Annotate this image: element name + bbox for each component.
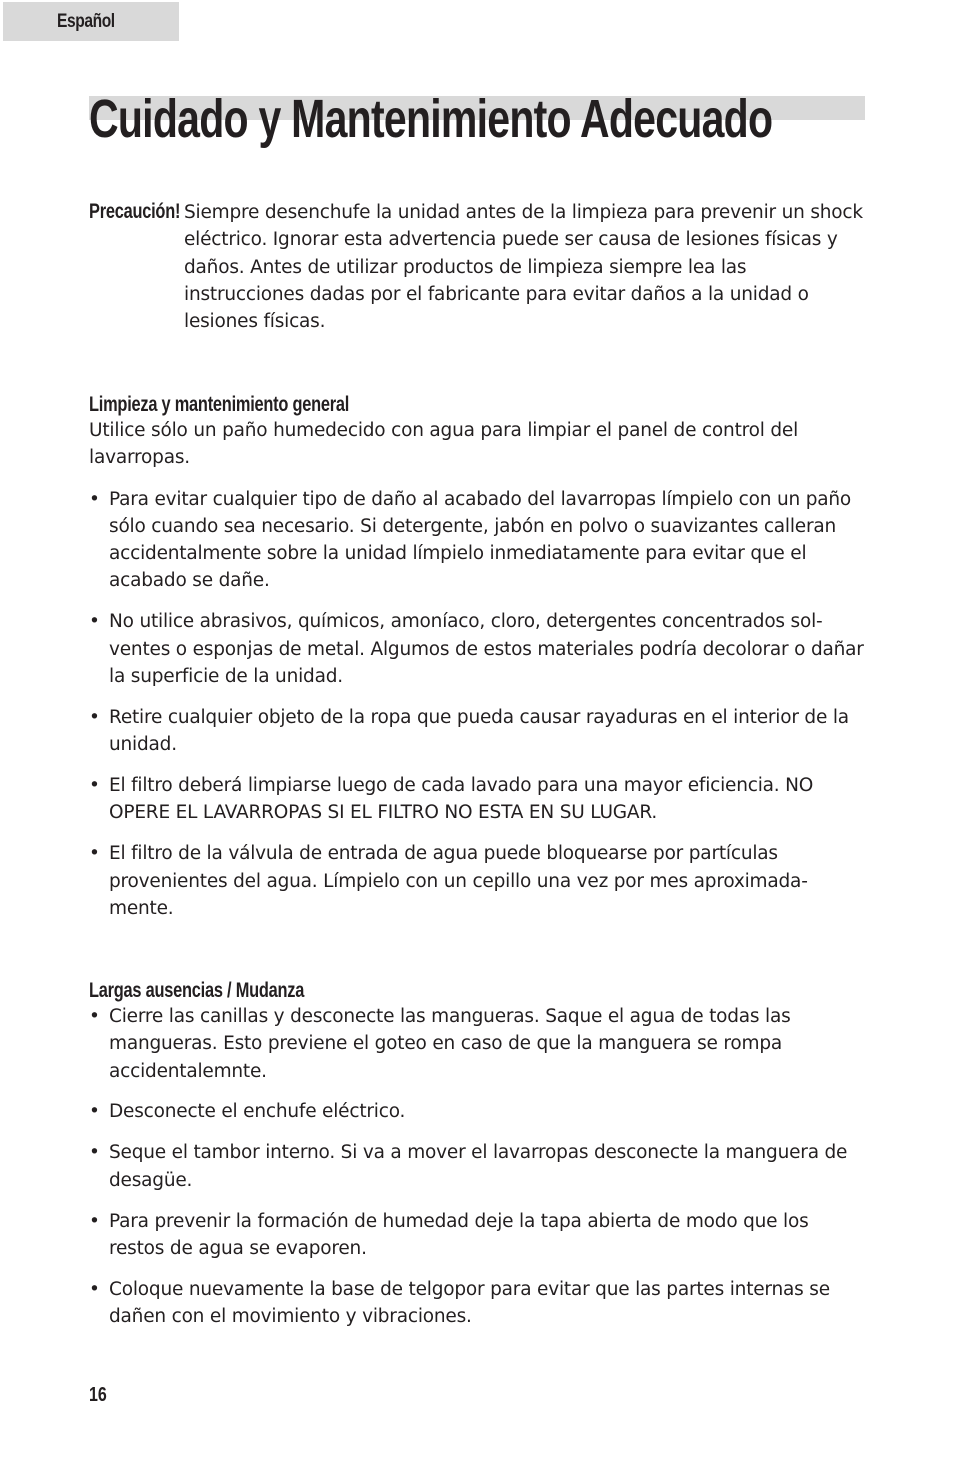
list-item: • El filtro deberá limpiarse luego de cada lavado para una mayor eficiencia. NO OPERE EL LAVARROPAS SI EL FILTRO NO ESTA EN SU LUGAR.: [89, 772, 865, 827]
long-absence-heading-text: Largas ausencias / Mudanza: [89, 979, 305, 1002]
caution-label: Precaución!: [89, 200, 181, 223]
list-item: • Coloque nuevamente la base de telgopor para evitar que las partes internas se dañen con el movimiento y vibraciones.: [89, 1276, 865, 1331]
list-item: • Para evitar cualquier tipo de daño al acabado del lavarropas límpielo con un paño sólo cuando sea necesario. Si detergente, jabón en polvo o suavizantes calleran accidentalmente sobre la unidad límpielo inmediatamente para evitar que el acabado se dañe.: [89, 486, 865, 595]
general-cleaning-intro: Utilice sólo un paño humedecido con agua para limpiar el panel de control del lavarropas.: [89, 420, 799, 469]
list-item: • Para prevenir la formación de humedad deje la tapa abierta de modo que los restos de agua se evaporen.: [89, 1208, 865, 1263]
caution-text: Siempre desenchufe la unidad antes de la limpieza para prevenir un shock eléctrico. Ignorar esta advertencia puede ser causa de lesiones físicas y daños. Antes de utilizar productos de limpieza siempre lea las instrucciones dadas por el fabricante para evitar daños a la unidad o lesiones físicas.: [184, 202, 863, 333]
list-item: • No utilice abrasivos, químicos, amoníaco, cloro, detergentes concentrados sol-ventes o esponjas de metal. Algumos de estos materiales podría decolorar o dañar la superficie de la unidad.: [89, 608, 865, 690]
general-cleaning-heading-text: Limpieza y mantenimiento general: [89, 393, 350, 416]
long-absence-section: [89, 975, 865, 1344]
list-item: • El filtro de la válvula de entrada de agua puede bloquearse por partículas provenientes del agua. Límpielo con un cepillo una vez por mes aproximada-mente.: [89, 840, 865, 922]
list-item: • Cierre las canillas y desconecte las mangueras. Saque el agua de todas las mangueras. Esto previene el goteo en caso de que la manguera se rompa accidentalemnte.: [89, 1003, 865, 1085]
page-number: 16: [89, 1384, 107, 1406]
long-absence-list: [89, 1003, 865, 1330]
general-cleaning-section: [89, 389, 865, 936]
list-item: • Retire cualquier objeto de la ropa que pueda causar rayaduras en el interior de la unidad.: [89, 704, 865, 759]
caution-block: [89, 199, 865, 335]
list-item: • Seque el tambor interno. Si va a mover el lavarropas desconecte la manguera de desagüe.: [89, 1139, 865, 1194]
page-title: Cuidado y Mantenimiento Adecuado: [89, 89, 773, 149]
language-tab-label: Español: [57, 11, 115, 32]
language-tab: [3, 2, 179, 41]
general-cleaning-heading: [89, 389, 865, 417]
list-item: • Desconecte el enchufe eléctrico.: [89, 1098, 865, 1125]
long-absence-heading: [89, 975, 865, 1003]
general-cleaning-list: [89, 486, 865, 923]
